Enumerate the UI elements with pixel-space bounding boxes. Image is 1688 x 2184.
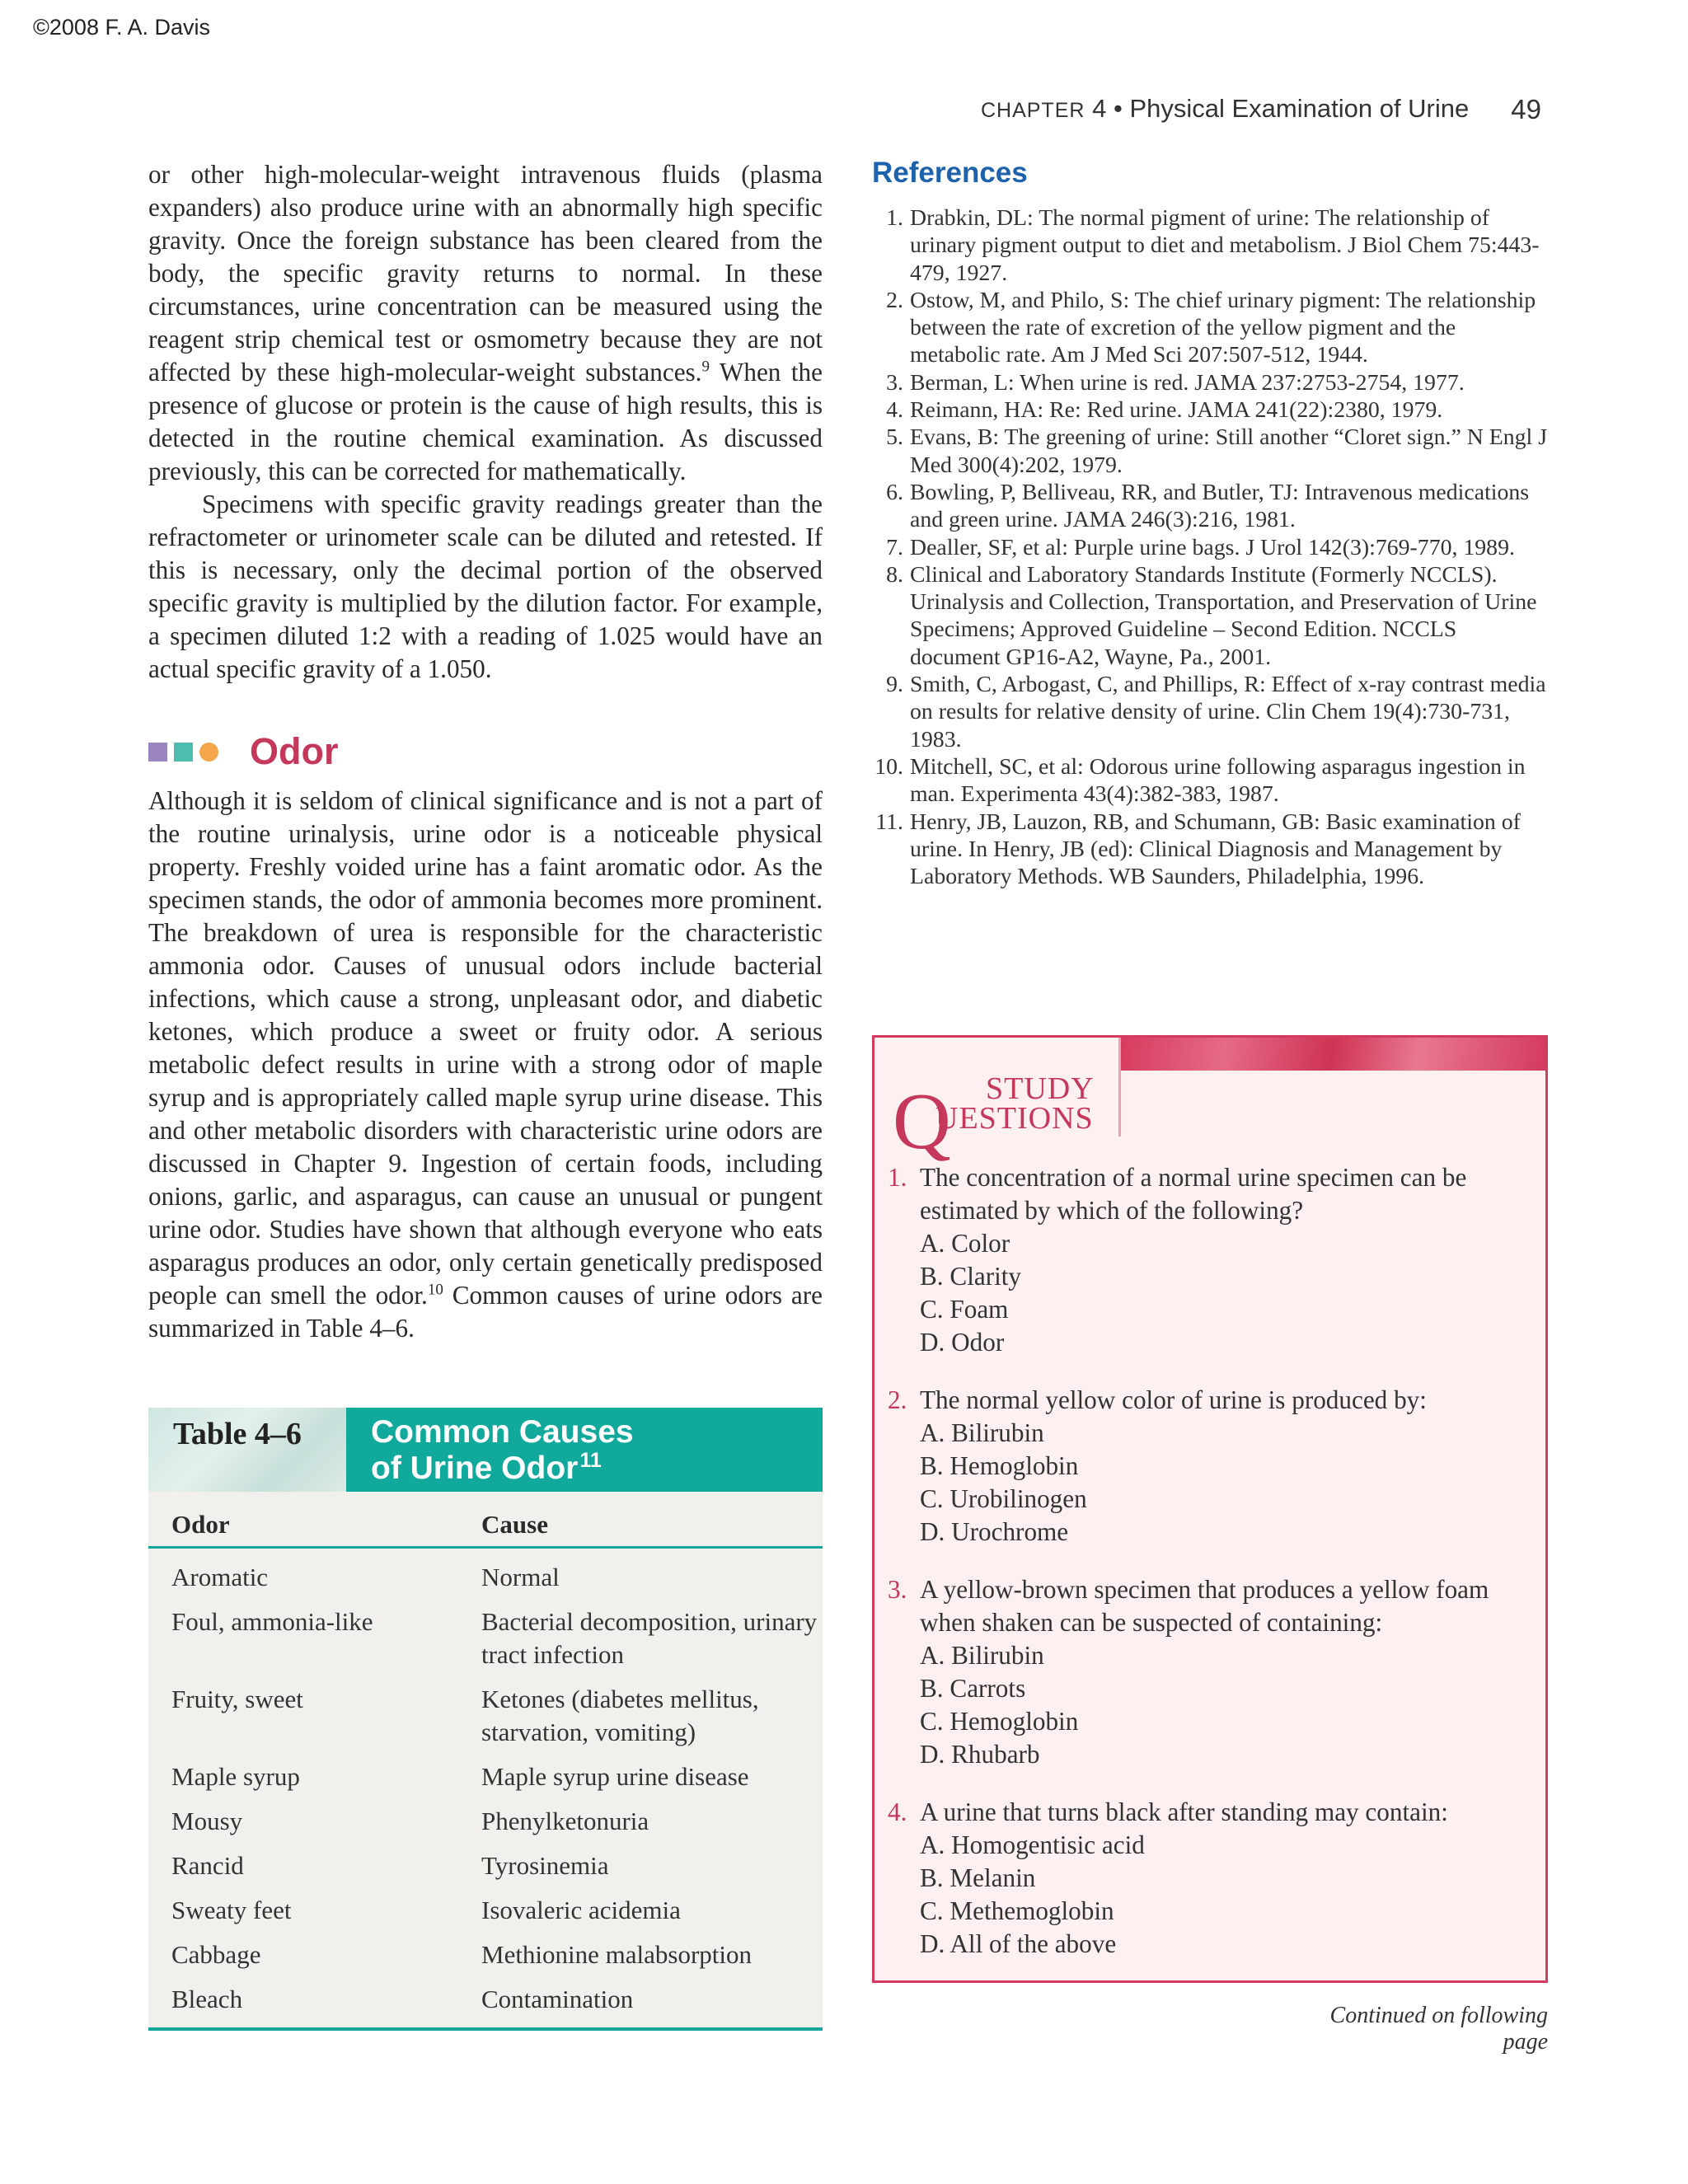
section-heading-odor bbox=[148, 727, 823, 776]
table-cell-cause: Maple syrup urine disease bbox=[481, 1762, 749, 1791]
answer-option: B. Carrots bbox=[920, 1674, 1026, 1703]
table-cell-odor: Fruity, sweet bbox=[171, 1685, 303, 1713]
answer-option: A. Bilirubin bbox=[920, 1641, 1044, 1670]
continued-note: Continued on following page bbox=[1329, 2003, 1548, 2055]
header-separator: • bbox=[1113, 94, 1123, 123]
band-divider bbox=[1118, 1038, 1121, 1137]
text-run: Common causes of urine odors are summarized in Table 4–6. bbox=[148, 1281, 823, 1343]
table-cell-odor: Sweaty feet bbox=[171, 1896, 292, 1924]
table-label: Table 4–6 bbox=[173, 1417, 302, 1451]
study-big-letter: Q bbox=[893, 1077, 951, 1166]
table-cell-cause: Phenylketonuria bbox=[481, 1807, 649, 1835]
answer-option: B. Clarity bbox=[920, 1262, 1022, 1291]
header-rule bbox=[148, 1546, 823, 1549]
reference-text: Mitchell, SC, et al: Odorous urine following asparagus ingestion in man. Experimenta 43(4):382-383, 1987. bbox=[910, 753, 1526, 808]
answer-option: D. All of the above bbox=[920, 1929, 1117, 1958]
table-cell-cause: Bacterial decomposition, urinary tract infection bbox=[481, 1607, 818, 1669]
question-number: 1. bbox=[888, 1163, 907, 1192]
questions-word: UESTIONS bbox=[935, 1101, 1094, 1136]
reference-number: 10. bbox=[874, 753, 903, 780]
table-cell-cause: Isovaleric acidemia bbox=[481, 1896, 681, 1924]
paragraph-odor bbox=[148, 785, 823, 1345]
question-text: A urine that turns black after standing may contain: bbox=[920, 1797, 1448, 1826]
study-header-band bbox=[874, 1038, 1545, 1071]
reference-number: 4. bbox=[886, 397, 903, 424]
question-text: The normal yellow color of urine is produced by: bbox=[920, 1385, 1427, 1414]
reference-text: Reimann, HA: Re: Red urine. JAMA 241(22):2380, 1979. bbox=[910, 397, 1443, 424]
answer-option: D. Rhubarb bbox=[920, 1740, 1040, 1769]
reference-item bbox=[872, 287, 1548, 369]
reference-number: 1. bbox=[886, 205, 903, 231]
reference-number: 8. bbox=[886, 561, 903, 588]
answer-option: A. Bilirubin bbox=[920, 1418, 1044, 1447]
citation-superscript: 10 bbox=[427, 1281, 443, 1299]
table-cell-cause: Methionine malabsorption bbox=[481, 1940, 753, 1969]
reference-item bbox=[872, 396, 1548, 424]
chapter-number: 4 bbox=[1092, 94, 1107, 123]
question-item bbox=[874, 1161, 1534, 1359]
reference-item bbox=[872, 753, 1548, 808]
question-item bbox=[874, 1384, 1534, 1549]
heading-bullet-orange bbox=[199, 743, 218, 762]
table-label-cell bbox=[148, 1408, 346, 1492]
references-list bbox=[872, 204, 1548, 890]
question-text: A yellow-brown specimen that produces a yellow foam when shaken can be suspected of containing: bbox=[920, 1575, 1489, 1637]
table-urine-odor bbox=[148, 1408, 823, 2031]
reference-number: 9. bbox=[886, 672, 903, 698]
band-left bbox=[874, 1038, 1118, 1071]
question-stem bbox=[874, 1796, 1534, 1829]
reference-number: 3. bbox=[886, 369, 903, 396]
table-cell-cause: Tyrosinemia bbox=[481, 1851, 609, 1880]
reference-number: 5. bbox=[886, 424, 903, 451]
table-cell-odor: Bleach bbox=[171, 1985, 243, 2013]
text-run: When the presence of glucose or protein is the cause of high results, this is detected in the routine chemical examination. As discussed previously, this can be corrected for mathematically. bbox=[148, 358, 823, 485]
paragraph-specific-gravity bbox=[148, 158, 823, 686]
reference-text: Ostow, M, and Philo, S: The chief urinary pigment: The relationship between the rate of excretion of the yellow pigment and the metabolic rate. Am J Med Sci 207:507-512, 1944. bbox=[910, 287, 1536, 368]
table-title-cell bbox=[346, 1408, 823, 1492]
reference-number: 2. bbox=[886, 287, 903, 313]
answer-option: C. Methemoglobin bbox=[920, 1896, 1114, 1925]
chapter-title: Physical Examination of Urine bbox=[1129, 94, 1470, 123]
band-decorative-stripe bbox=[1118, 1038, 1545, 1071]
reference-item bbox=[872, 424, 1548, 479]
reference-number: 11. bbox=[875, 808, 903, 835]
page-number: 49 bbox=[1511, 94, 1541, 124]
section-title: Odor bbox=[250, 730, 339, 772]
table-title-text: of Urine Odor bbox=[371, 1451, 579, 1486]
heading-bullet-teal bbox=[174, 743, 193, 762]
answer-option: A. Homogentisic acid bbox=[920, 1830, 1145, 1859]
answer-option: C. Urobilinogen bbox=[920, 1484, 1087, 1513]
copyright-notice: ©2008 F. A. Davis bbox=[33, 15, 210, 40]
citation-superscript: 11 bbox=[579, 1449, 602, 1472]
table-cell-cause: Contamination bbox=[481, 1985, 634, 2013]
table-cell-odor: Cabbage bbox=[171, 1940, 261, 1969]
answer-option: A. Color bbox=[920, 1229, 1010, 1258]
answer-option: B. Melanin bbox=[920, 1863, 1036, 1892]
references-heading: References bbox=[872, 157, 1028, 189]
answer-option: D. Urochrome bbox=[920, 1517, 1069, 1546]
reference-number: 6. bbox=[886, 479, 903, 505]
table-title-line2 bbox=[371, 1451, 602, 1487]
table-cell-cause: Ketones (diabetes mellitus, starvation, vomiting) bbox=[481, 1685, 759, 1746]
reference-text: Evans, B: The greening of urine: Still another “Cloret sign.” N Engl J Med 300(4):202, 1979. bbox=[910, 424, 1548, 478]
table-cell-odor: Maple syrup bbox=[171, 1762, 300, 1791]
reference-item bbox=[872, 369, 1548, 396]
reference-item bbox=[872, 479, 1548, 534]
question-number: 4. bbox=[888, 1797, 907, 1826]
table-cell-cause: Normal bbox=[481, 1563, 560, 1591]
paragraph-dilution: Specimens with specific gravity readings greater than the refractometer or urinometer scale can be diluted and retested. If this is necessary, only the decimal portion of the observed specific gravity is multiplied by the dilution factor. For example, a specimen diluted 1:2 with a reading of 1.025 would have an actual specific gravity of a 1.050. bbox=[148, 490, 823, 683]
heading-bullet-purple bbox=[148, 743, 167, 762]
table-cell-odor: Aromatic bbox=[171, 1563, 269, 1591]
reference-text: Henry, JB, Lauzon, RB, and Schumann, GB: Basic examination of urine. In Henry, JB (ed): Clinical Diagnosis and Management by Laboratory Methods. WB Saunders, Philadelphia, 1996. bbox=[910, 808, 1521, 890]
column-header-cause: Cause bbox=[481, 1510, 548, 1539]
reference-text: Smith, C, Arbogast, C, and Phillips, R: Effect of x-ray contrast media on results for relative density of urine. Clin Chem 19(4):730-731, 1983. bbox=[910, 672, 1546, 752]
question-item bbox=[874, 1796, 1534, 1961]
answer-option: D. Odor bbox=[920, 1328, 1005, 1357]
answer-option: B. Hemoglobin bbox=[920, 1451, 1079, 1480]
answer-option: C. Foam bbox=[920, 1295, 1009, 1324]
table-cell-odor: Mousy bbox=[171, 1807, 243, 1835]
question-number: 3. bbox=[888, 1575, 907, 1604]
reference-item bbox=[872, 534, 1548, 561]
reference-text: Dealler, SF, et al: Purple urine bags. J Urol 142(3):769-770, 1989. bbox=[910, 534, 1515, 560]
column-header-odor: Odor bbox=[171, 1510, 230, 1539]
text-run: Although it is seldom of clinical significance and is not a part of the routine urinalysis, urine odor is a noticeable physical property. Freshly voided urine has a faint aromatic odor. As the specimen stands, the odor of ammonia becomes more prominent. The breakdown of urea is responsible for the characteristic ammonia odor. Causes of unusual odors include bacterial infections, which cause a strong, unpleasant odor, and diabetic ketones, which produce a sweet or fruity odor. A serious metabolic defect results in urine with a strong odor of maple syrup and is appropriately called maple syrup urine disease. This and other metabolic disorders with characteristic urine odors are discussed in Chapter 9. Ingestion of certain foods, including onions, garlic, and asparagus, can cause an unusual or pungent urine odor. Studies have shown that although everyone who eats asparagus produces an odor, only certain genetically predisposed people can smell the odor. bbox=[148, 786, 823, 1310]
reference-item bbox=[872, 561, 1548, 671]
reference-text: Berman, L: When urine is red. JAMA 237:2753-2754, 1977. bbox=[910, 369, 1465, 396]
chapter-label: CHAPTER bbox=[981, 99, 1085, 122]
reference-item bbox=[872, 808, 1548, 891]
answer-option: C. Hemoglobin bbox=[920, 1707, 1079, 1736]
reference-item bbox=[872, 671, 1548, 753]
reference-text: Drabkin, DL: The normal pigment of urine: The relationship of urinary pigment output to diet and metabolism. J Biol Chem 75:443-479, 1927. bbox=[910, 205, 1540, 286]
running-header bbox=[981, 94, 1541, 130]
citation-superscript: 9 bbox=[701, 358, 710, 376]
table-header bbox=[148, 1408, 823, 1492]
table-cell-odor: Rancid bbox=[171, 1851, 244, 1880]
question-item bbox=[874, 1573, 1534, 1771]
table-cell-odor: Foul, ammonia-like bbox=[171, 1607, 373, 1636]
question-number: 2. bbox=[888, 1385, 907, 1414]
question-text: The concentration of a normal urine specimen can be estimated by which of the following? bbox=[920, 1163, 1467, 1225]
question-stem bbox=[874, 1384, 1534, 1417]
question-stem bbox=[874, 1573, 1534, 1639]
question-stem bbox=[874, 1161, 1534, 1227]
table-title-line1: Common Causes bbox=[371, 1414, 634, 1450]
reference-text: Bowling, P, Belliveau, RR, and Butler, TJ: Intravenous medications and green urine. JAMA 246(3):216, 1981. bbox=[910, 479, 1530, 533]
reference-number: 7. bbox=[886, 534, 903, 560]
text-run: or other high-molecular-weight intravenous fluids (plasma expanders) also produce urine with an abnormally high specific gravity. Once the foreign substance has been cleared from the body, the specific gravity returns to normal. In these circumstances, urine concentration can be measured using the reagent strip chemical test or osmometry because they are not affected by these high-molecular-weight substances. bbox=[148, 160, 823, 387]
reference-item bbox=[872, 204, 1548, 287]
study-word: STUDY bbox=[986, 1071, 1095, 1106]
reference-text: Clinical and Laboratory Standards Institute (Formerly NCCLS). Urinalysis and Collection, Transportation, and Preservation of Urine Specimens; Approved Guideline – Second Edition. NCCLS document GP16-A2, Wayne, Pa., 2001. bbox=[910, 561, 1537, 670]
study-questions-box bbox=[872, 1035, 1548, 1983]
